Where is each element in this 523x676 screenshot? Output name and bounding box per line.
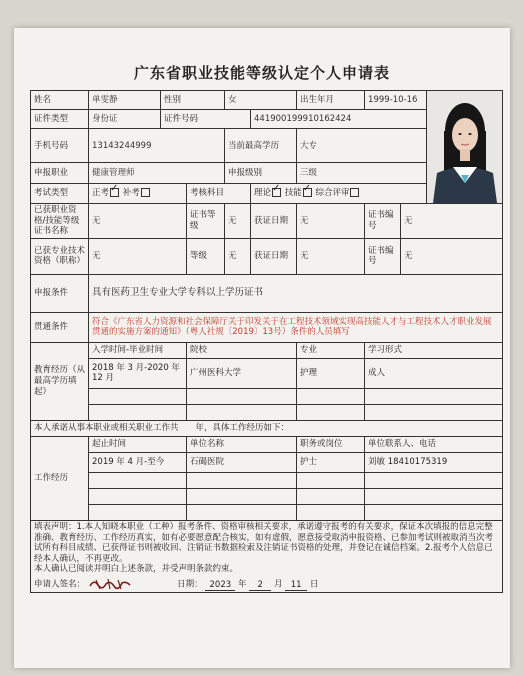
id-type-value: 身份证: [89, 110, 161, 129]
sign-month: 2: [249, 580, 271, 592]
title-cert-label: 已获专业技术资格（职称）: [31, 238, 89, 274]
month-unit: 月: [273, 579, 283, 590]
subject-review-label: 综合评审: [315, 188, 350, 198]
grade-value: 无: [225, 238, 251, 274]
title-cert-no-value: 无: [401, 238, 503, 274]
exam-type-normal-checkbox[interactable]: [110, 188, 119, 197]
form-title: 广东省职业技能等级认定个人申请表: [133, 64, 390, 82]
edu-row-form: 成人: [365, 358, 503, 388]
exam-type-makeup-checkbox[interactable]: [141, 188, 150, 197]
work-header-contact: 单位联系人、电话: [365, 436, 503, 452]
table-row: [31, 452, 503, 472]
cert-no-value: 无: [401, 204, 503, 239]
subject-skill-checkbox[interactable]: [303, 188, 312, 197]
year-unit: 年: [238, 579, 247, 590]
sign-year: 2023: [205, 580, 235, 592]
id-no-label: 证件号码: [161, 110, 251, 129]
table-row: [31, 358, 503, 388]
table-row: [31, 388, 503, 404]
work-row-contact: 刘敏 18410175319: [365, 452, 503, 472]
id-type-label: 证件类型: [31, 110, 89, 129]
exam-subject-label: 考核科目: [187, 183, 251, 203]
date-label: 日期：: [177, 579, 203, 590]
signature-line: [34, 577, 499, 591]
gender-value: 女: [225, 91, 297, 110]
gender-label: 性别: [161, 91, 225, 110]
title-issue-date-value: 无: [297, 238, 365, 274]
work-header-period: 起止时间: [89, 436, 187, 452]
work-row-employer: 石碣医院: [187, 452, 297, 472]
table-row: [31, 472, 503, 488]
work-row-period: 2019 年 4 月-至今: [89, 452, 187, 472]
title-cert-no-label: 证书编号: [365, 238, 401, 274]
work-history-label: 工作经历: [31, 436, 89, 520]
signature-label: 申请人签名：: [34, 579, 86, 590]
subject-skill-label: 技能: [284, 188, 302, 198]
condition-value: 具有医药卫生专业大学专科以上学历证书: [89, 274, 503, 312]
edu-row-period: 2018 年 3 月-2020 年 12 月: [89, 358, 187, 388]
work-row-position: 护士: [297, 452, 365, 472]
issue-date-label: 获证日期: [251, 204, 297, 239]
confirm-text: 本人确认已阅读并明白上述条款，并受声明条款约束。: [34, 564, 239, 575]
exam-type-normal-label: 正考: [92, 188, 110, 198]
applicant-photo: [427, 91, 502, 203]
condition-label: 申报条件: [31, 274, 89, 312]
name-value: 单雯静: [89, 91, 161, 110]
grade-label: 等级: [187, 238, 225, 274]
edu-header-form: 学习形式: [365, 342, 503, 358]
cert-name-label: 已获职业资格/技能等级证书名称: [31, 204, 89, 239]
handwritten-signature: [88, 577, 132, 591]
sign-day: 11: [285, 580, 307, 592]
application-form-table: [30, 90, 503, 593]
cert-name-value: 无: [89, 204, 187, 239]
table-row: [31, 488, 503, 504]
title-issue-date-label: 获证日期: [251, 238, 297, 274]
work-intro: 本人承诺从事本职业或相关职业工作共 年，具体工作经历如下：: [31, 420, 503, 436]
table-row: [31, 504, 503, 520]
cert-level-value: 无: [225, 204, 251, 239]
education-label: 当前最高学历: [225, 129, 297, 163]
name-label: 姓名: [31, 91, 89, 110]
cert-no-label: 证书编号: [365, 204, 401, 239]
birth-value: 1999-10-16: [365, 91, 427, 110]
edu-header-school: 院校: [187, 342, 297, 358]
title-cert-value: 无: [89, 238, 187, 274]
exam-type-options: [89, 183, 187, 203]
subject-theory-label: 理论: [254, 188, 272, 198]
job-value: 健康管理师: [89, 163, 225, 183]
edu-header-period: 入学时间-毕业时间: [89, 342, 187, 358]
level-label: 申报级别: [225, 163, 297, 183]
exam-type-label: 考试类型: [31, 183, 89, 203]
issue-date-value: 无: [297, 204, 365, 239]
work-header-employer: 单位名称: [187, 436, 297, 452]
declaration-text: 填表声明：1.本人知晓本职业（工种）报考条件、资格审核相关要求，承诺遵守报考的有关要求，保证本次填报的信息完整准确、教育经历、工作经历真实，如有必要愿意配合核实，如有虚假，愿意接受取消申报资格、已参加考试则被取消当次考试所有科目成绩、已获得证书则被收回、注销证书数据检索及注销证书资格的处理，并登记在诚信档案。2.报考个人信息已经本人确认，不再更改。: [34, 521, 494, 564]
birth-label: 出生年月: [297, 91, 365, 110]
channel-value: 符合《广东省人力资源和社会保障厅关于印发关于在工程技术领域实现高技能人才与工程技术人才职业发展贯通的实施方案的通知》（粤人社规〔2019〕13号）条件的人员填写: [89, 312, 503, 342]
job-label: 申报职业: [31, 163, 89, 183]
id-no-value: 441900199910162424: [251, 110, 427, 129]
education-value: 大专: [297, 129, 427, 163]
phone-value: 13143244999: [89, 129, 225, 163]
channel-label: 贯通条件: [31, 312, 89, 342]
day-unit: 日: [309, 579, 319, 590]
work-header-position: 职务或岗位: [297, 436, 365, 452]
edu-row-school: 广州医科大学: [187, 358, 297, 388]
edu-history-label: 教育经历（从最高学历填起）: [31, 342, 89, 420]
edu-header-major: 专业: [297, 342, 365, 358]
subject-theory-checkbox[interactable]: [272, 188, 281, 197]
applicant-photo-cell: [427, 91, 503, 204]
subject-review-checkbox[interactable]: [350, 188, 359, 197]
application-form-paper: [14, 28, 510, 668]
cert-level-label: 证书等级: [187, 204, 225, 239]
exam-subject-options: [251, 183, 427, 203]
level-value: 三级: [297, 163, 427, 183]
edu-row-major: 护理: [297, 358, 365, 388]
phone-label: 手机号码: [31, 129, 89, 163]
table-row: [31, 404, 503, 420]
declaration-cell: [31, 520, 503, 592]
exam-type-makeup-label: 补考: [122, 188, 140, 198]
